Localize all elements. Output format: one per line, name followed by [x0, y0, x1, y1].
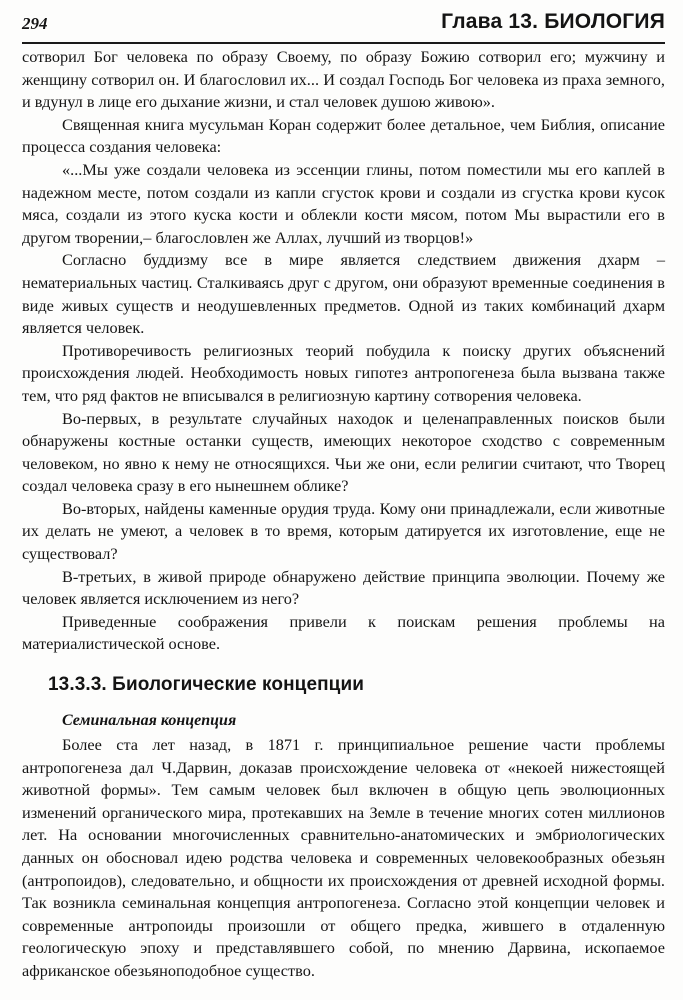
subsection-heading: Семинальная концепция	[62, 712, 237, 730]
paragraph-second: Во-вторых, найдены каменные орудия труда. Кому они принадлежали, если животные их делать не умеют, а человек в то время, которым датируется их изготовление, еще не существовал?	[22, 498, 665, 564]
paragraph-darwin: Более ста лет назад, в 1871 г. принципиальное решение части проблемы антропогенеза дал Ч.Дарвин, доказав происхождение человека от «некоей нижестоящей животной формы». Тем самым человек был включен в общую цепь эволюционных изменений органического мира, протекавших на Земле в течение многих сотен миллионов лет. На основании многочисленных сравнительно-анатомических и эмбриологических данных он обосновал идею родства человека и современных человекообразных обезьян (антропоидов), следовательно, и общности их происхождения от древней исходной формы. Так возникла семинальная концепция антропогенеза. Согласно этой концепции человек и современные антропоиды произошли от общего предка, жившего в отдаленную геологическую эпоху и представлявшего собой, по мнению Дарвина, ископаемое африканское обезьяноподобное существо.	[22, 735, 665, 980]
running-header	[22, 8, 665, 44]
section-heading: 13.3.3. Биологические концепции	[48, 674, 365, 696]
body-text	[22, 46, 665, 656]
paragraph-continuation: сотворил Бог человека по образу Своему, по образу Божию сотворил его; мужчину и женщину сотворил он. И благословил их... И создал Господь Бог человека из праха земного, и вдунул в лице его дыхание жизни, и стал человек душою живою».	[22, 47, 665, 112]
paragraph-buddhism: Согласно буддизму все в мире является следствием движения дхарм – нематериальных частиц. Сталкиваясь друг с другом, они образуют временные соединения в виде живых существ и неодушевленных предметов. Одной из таких комбинаций дхарм является человек.	[22, 250, 665, 338]
paragraph-third: В-третьих, в живой природе обнаружено действие принципа эволюции. Почему же человек является исключением из него?	[22, 566, 665, 609]
paragraph-first: Во-первых, в результате случайных находок и целенаправленных поисков были обнаружены костные останки существ, имеющих некоторое сходство с современным человеком, но явно к нему не относящихся. Чьи же они, если религии считают, что Творец создал человека сразу в его нынешнем облике?	[22, 408, 665, 496]
section-body-text	[22, 734, 665, 983]
chapter-title: Глава 13. БИОЛОГИЯ	[441, 10, 665, 33]
paragraph-quran: Священная книга мусульман Коран содержит более детальное, чем Библия, описание процесса создания человека:	[22, 114, 665, 157]
paragraph-conclusion: Приведенные соображения привели к поискам решения проблемы на материалистической основе.	[22, 611, 665, 654]
page-number: 294	[22, 14, 48, 33]
paragraph-contradictions: Противоречивость религиозных теорий побудила к поиску других объяснений происхождения людей. Необходимость новых гипотез антропогенеза была вызвана также тем, что ряд фактов не вписывался в религиозную картину сотворения человека.	[22, 340, 665, 405]
quran-quote: «...Мы уже создали человека из эссенции глины, потом поместили мы его каплей в надежном месте, потом создали из капли сгусток крови и создали из сгустка крови кусок мяса, создали из этого куска кости и облекли кости мясом, потом Мы вырастили его в другом творении,– благословлен же Аллах, лучший из творцов!»	[22, 159, 665, 247]
